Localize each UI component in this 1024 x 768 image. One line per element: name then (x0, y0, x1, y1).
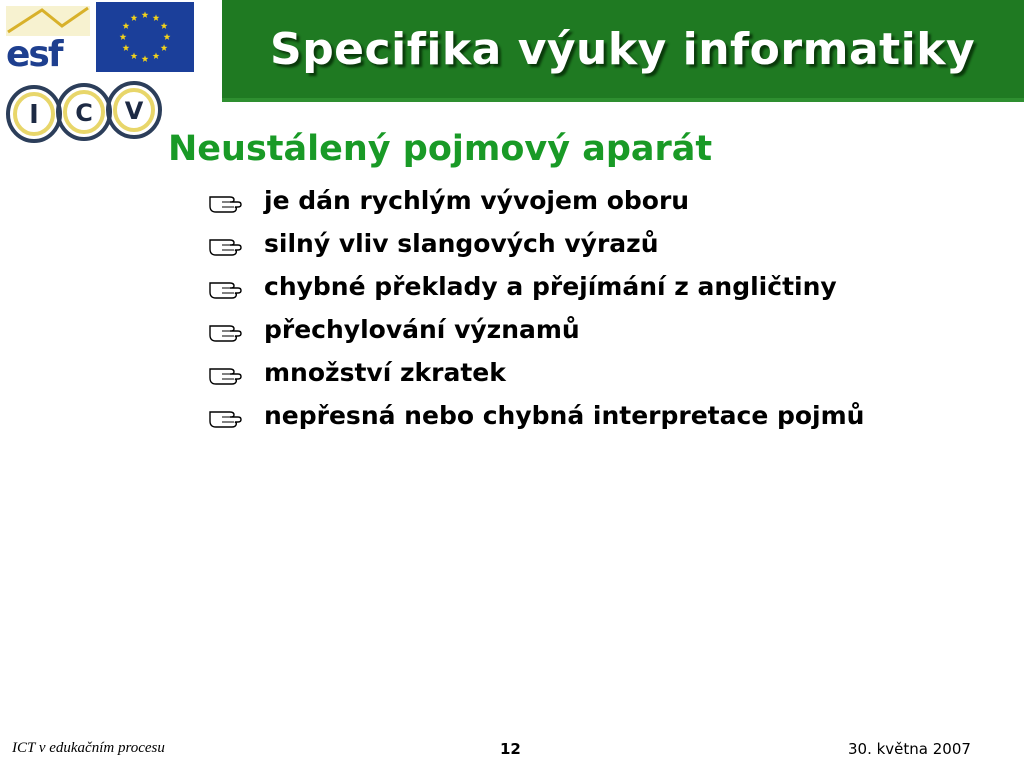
page-number: 12 (500, 740, 521, 758)
pointing-hand-icon (208, 234, 244, 256)
slide-title: Specifika výuky informatiky (270, 24, 976, 75)
pointing-hand-icon (208, 363, 244, 385)
svg-text:C: C (75, 99, 93, 127)
bullet-text: množství zkratek (264, 358, 506, 387)
footer-date: 30. května 2007 (848, 740, 971, 758)
pointing-hand-icon (208, 277, 244, 299)
svg-text:I: I (29, 100, 39, 130)
esf-logo (2, 2, 94, 72)
bullet-text: přechylování významů (264, 315, 580, 344)
bullet-text: chybné překlady a přejímání z angličtiny (264, 272, 837, 301)
icv-logo (4, 76, 166, 148)
section-heading: Neustálený pojmový aparát (168, 129, 713, 169)
eu-flag-logo (96, 2, 194, 72)
bullet-text: je dán rychlým vývojem oboru (264, 186, 690, 215)
svg-text:V: V (124, 97, 144, 125)
bullet-text: silný vliv slangových výrazů (264, 229, 659, 258)
pointing-hand-icon (208, 191, 244, 213)
pointing-hand-icon (208, 406, 244, 428)
svg-text:esf: esf (6, 34, 62, 72)
bullet-text: nepřesná nebo chybná interpretace pojmů (264, 401, 865, 430)
footer-presentation-name: ICT v edukačním procesu (12, 740, 165, 756)
pointing-hand-icon (208, 320, 244, 342)
